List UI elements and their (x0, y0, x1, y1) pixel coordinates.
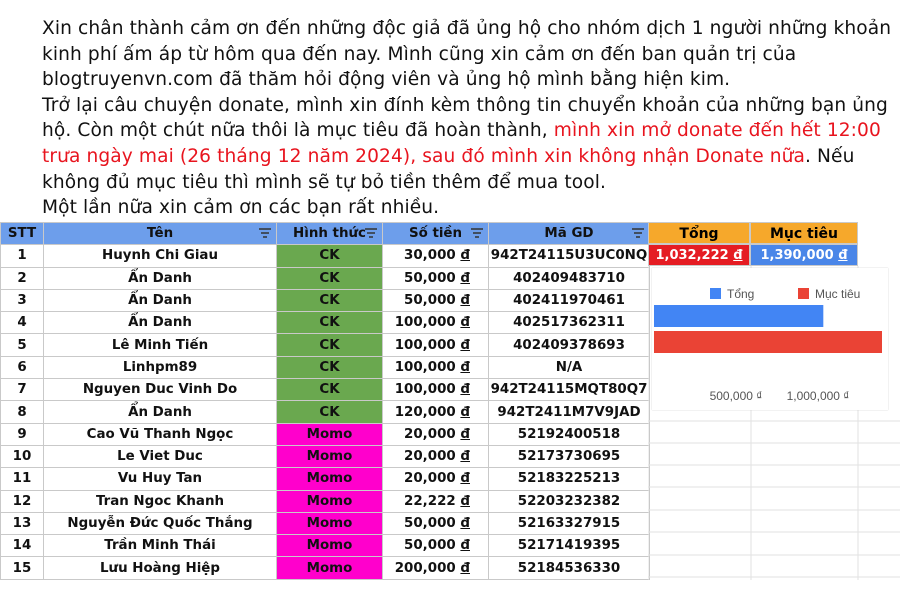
cell-code: N/A (489, 356, 650, 378)
table-row (1, 267, 650, 289)
notice-paragraph-3: Một lần nữa xin cảm ơn các bạn rất nhiều. (42, 197, 440, 219)
cell-stt: 12 (1, 490, 44, 512)
cell-code: 52192400518 (489, 423, 650, 445)
col-header-method: Hình thức (277, 223, 383, 245)
cell-stt: 5 (1, 334, 44, 356)
cell-code: 402517362311 (489, 312, 650, 334)
cell-name: Vu Huy Tan (44, 468, 277, 490)
cell-method: Momo (277, 512, 383, 534)
target-value: 1,390,000 đ (750, 244, 858, 266)
notice-paragraph-2a: Trở lại câu chuyện donate, mình xin đính kèm thông tin chuyển khoản của những bạn ủng hộ. Còn một chút nữa thôi là mục tiêu đã hoàn thành, (42, 94, 888, 142)
cell-amount: 100,000 đ (383, 379, 489, 401)
cell-stt: 7 (1, 379, 44, 401)
legend-label: Tổng (727, 287, 755, 301)
cell-stt: 6 (1, 356, 44, 378)
cell-code: 402409483710 (489, 267, 650, 289)
cell-stt: 8 (1, 401, 44, 423)
cell-code: 52171419395 (489, 535, 650, 557)
legend-label: Mục tiêu (815, 287, 861, 301)
cell-method: CK (277, 245, 383, 267)
table-row (1, 423, 650, 445)
table-row (1, 356, 650, 378)
cell-code: 52184536330 (489, 557, 650, 579)
cell-amount: 100,000 đ (383, 334, 489, 356)
table-row (1, 312, 650, 334)
cell-name: Trần Minh Thái (44, 535, 277, 557)
cell-method: CK (277, 312, 383, 334)
notice-paragraph-1: Xin chân thành cảm ơn đến những độc giả đã ủng hộ cho nhóm dịch 1 người những khoản kinh phí ấm áp từ hôm qua đến nay. Mình cũng xin cảm ơn đến ban quản trị của blogtruyenvn.com đã thăm hỏi động viên và ủng hộ mình bằng hiện kim. (42, 18, 892, 91)
col-header-stt: STT (1, 223, 44, 245)
cell-stt: 11 (1, 468, 44, 490)
col-header-amount: Số tiền (383, 223, 489, 245)
cell-name: Cao Vũ Thanh Ngọc (44, 423, 277, 445)
cell-code: 942T24115U3UC0NQ (489, 245, 650, 267)
cell-stt: 1 (1, 245, 44, 267)
cell-amount: 22,222 đ (383, 490, 489, 512)
cell-method: CK (277, 289, 383, 311)
cell-name: Lê Minh Tiến (44, 334, 277, 356)
table-row (1, 334, 650, 356)
cell-name: Huynh Chi Giau (44, 245, 277, 267)
cell-method: CK (277, 401, 383, 423)
cell-method: CK (277, 379, 383, 401)
cell-code: 52183225213 (489, 468, 650, 490)
cell-stt: 14 (1, 535, 44, 557)
cell-method: CK (277, 267, 383, 289)
col-header-code: Mã GD (489, 223, 650, 245)
cell-method: Momo (277, 423, 383, 445)
notice-red-text: mình xin mở donate đến hết 12:00 trưa ngày mai (26 tháng 12 năm 2024), sau đó mình xin không nhận Donate nữa (42, 120, 881, 167)
cell-name: Ẩn Danh (44, 312, 277, 334)
cell-amount: 20,000 đ (383, 468, 489, 490)
cell-amount: 50,000 đ (383, 289, 489, 311)
cell-amount: 20,000 đ (383, 423, 489, 445)
legend-swatch (798, 288, 809, 299)
cell-name: Tran Ngoc Khanh (44, 490, 277, 512)
donation-table (0, 222, 650, 580)
cell-method: Momo (277, 490, 383, 512)
table-row (1, 490, 650, 512)
cell-amount: 30,000 đ (383, 245, 489, 267)
cell-method: Momo (277, 445, 383, 467)
cell-amount: 50,000 đ (383, 512, 489, 534)
cell-method: Momo (277, 468, 383, 490)
cell-stt: 9 (1, 423, 44, 445)
cell-method: Momo (277, 557, 383, 579)
notice-paragraph-2b: . Nếu không đủ mục tiêu thì mình sẽ tự bỏ tiền thêm để mua tool. (42, 145, 855, 193)
filter-icon[interactable] (365, 228, 377, 239)
cell-amount: 50,000 đ (383, 267, 489, 289)
table-row (1, 557, 650, 579)
total-header: Tổng (648, 222, 750, 244)
cell-amount: 20,000 đ (383, 445, 489, 467)
table-row (1, 401, 650, 423)
cell-name: Nguyen Duc Vinh Do (44, 379, 277, 401)
cell-amount: 200,000 đ (383, 557, 489, 579)
cell-stt: 4 (1, 312, 44, 334)
notice-text (42, 16, 892, 221)
cell-stt: 15 (1, 557, 44, 579)
table-row (1, 445, 650, 467)
cell-method: CK (277, 334, 383, 356)
col-header-name: Tên (44, 223, 277, 245)
total-value: 1,032,222 đ (648, 244, 750, 266)
filter-icon[interactable] (259, 228, 271, 239)
cell-code: 942T24115MQT80Q7 (489, 379, 650, 401)
cell-name: Le Viet Duc (44, 445, 277, 467)
cell-name: Lưu Hoàng Hiệp (44, 557, 277, 579)
cell-amount: 120,000 đ (383, 401, 489, 423)
cell-amount: 100,000 đ (383, 356, 489, 378)
filter-icon[interactable] (471, 228, 483, 239)
cell-stt: 2 (1, 267, 44, 289)
chart-bar (654, 331, 882, 353)
cell-name: Nguyễn Đức Quốc Thắng (44, 512, 277, 534)
cell-code: 942T2411M7V9JAD (489, 401, 650, 423)
cell-amount: 100,000 đ (383, 312, 489, 334)
chart-bar (654, 305, 823, 327)
cell-name: Linhpm89 (44, 356, 277, 378)
cell-stt: 3 (1, 289, 44, 311)
table-header-row (1, 223, 650, 245)
cell-code: 52163327915 (489, 512, 650, 534)
target-header: Mục tiêu (750, 222, 858, 244)
cell-stt: 10 (1, 445, 44, 467)
table-row (1, 512, 650, 534)
table-row (1, 289, 650, 311)
table-row (1, 468, 650, 490)
table-row (1, 535, 650, 557)
cell-code: 52173730695 (489, 445, 650, 467)
x-tick-label: 1,000,000 ₫ (786, 389, 850, 403)
legend-swatch (710, 288, 721, 299)
chart-svg (652, 268, 888, 410)
comparison-chart[interactable] (652, 268, 888, 410)
cell-method: Momo (277, 535, 383, 557)
cell-code: 402409378693 (489, 334, 650, 356)
cell-name: Ẩn Danh (44, 267, 277, 289)
cell-method: CK (277, 356, 383, 378)
cell-name: Ẩn Danh (44, 401, 277, 423)
x-tick-label: 500,000 ₫ (709, 389, 763, 403)
cell-name: Ẩn Danh (44, 289, 277, 311)
filter-icon[interactable] (632, 228, 644, 239)
table-row (1, 245, 650, 267)
cell-code: 52203232382 (489, 490, 650, 512)
cell-amount: 50,000 đ (383, 535, 489, 557)
cell-code: 402411970461 (489, 289, 650, 311)
table-row (1, 379, 650, 401)
cell-stt: 13 (1, 512, 44, 534)
